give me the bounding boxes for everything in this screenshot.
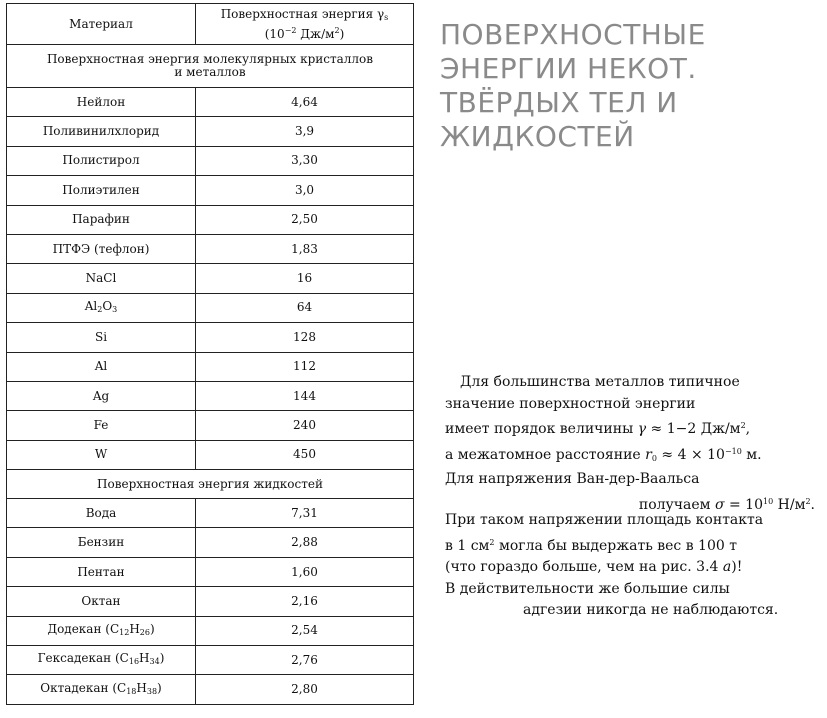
row-material: Нейлон (7, 88, 196, 117)
row-material: $Al_2O_3$ (7, 293, 196, 322)
paragraph-metals: Для большинства металлов типичное значение поверхностной энергии имеет порядок величины γ ≈ 1−2 $Дж/м^2$, а межатомное расстояние $r_0 \approx 4 \times 10^{-10}$ м. Для напряжения Ван-дер-Ваальса получаем $\sigma = 10^{10}$ $Н/м^2$. (445, 374, 815, 513)
row-material: W (7, 440, 196, 469)
row-value: 112 (196, 352, 414, 381)
row-material: Парафин (7, 205, 196, 234)
row-value: 2,80 (196, 675, 414, 704)
row-material: Ag (7, 381, 196, 410)
row-value: 64 (196, 293, 414, 322)
surface-energy-table (6, 3, 414, 705)
row-value: 144 (196, 381, 414, 410)
row-material: Si (7, 323, 196, 352)
row-value: 128 (196, 323, 414, 352)
table-row (7, 117, 414, 146)
row-material: NaCl (7, 264, 196, 293)
table-row (7, 234, 414, 263)
row-material: Поливинилхлорид (7, 117, 196, 146)
table-row (7, 352, 414, 381)
table-row (7, 440, 414, 469)
table-row (7, 528, 414, 557)
section-liquids-rows (7, 499, 414, 617)
header-material: Материал (7, 4, 196, 45)
row-material: Полиэтилен (7, 176, 196, 205)
row-value: 16 (196, 264, 414, 293)
row-value: 450 (196, 440, 414, 469)
row-value: 3,30 (196, 146, 414, 175)
header-energy: Поверхностная энергия $\gamma_s$ ($10^{-2}$ $Дж/м^2$) (196, 4, 414, 45)
table-row (7, 264, 414, 293)
row-value: 3,9 (196, 117, 414, 146)
row-material: Fe (7, 411, 196, 440)
row-material: Al (7, 352, 196, 381)
row-material: Додекан $(C_{12}H_{26})$ (7, 616, 196, 645)
table-row (7, 176, 414, 205)
row-material: Бензин (7, 528, 196, 557)
table-row (7, 381, 414, 410)
table-header-row (7, 4, 414, 45)
section-header-liquids: Поверхностная энергия жидкостей (7, 470, 414, 499)
section-header-solids: Поверхностная энергия молекулярных кристаллов и металлов (7, 45, 414, 88)
row-value: 2,88 (196, 528, 414, 557)
row-value: 2,50 (196, 205, 414, 234)
section-solids-rows-2 (7, 323, 414, 470)
table-row (7, 411, 414, 440)
row-material: Октан (7, 587, 196, 616)
row-material: Гексадекан $(C_{16}H_{34})$ (7, 646, 196, 675)
page-title: ПОВЕРХНОСТНЫЕ ЭНЕРГИИ НЕКОТ. ТВЁРДЫХ ТЕЛ И ЖИДКОСТЕЙ (440, 18, 706, 153)
row-material: Вода (7, 499, 196, 528)
row-material: Октадекан $(C_{18}H_{38})$ (7, 675, 196, 704)
table-row (7, 616, 414, 645)
table-row (7, 205, 414, 234)
table-row (7, 675, 414, 704)
row-material: ПТФЭ (тефлон) (7, 234, 196, 263)
table-row (7, 146, 414, 175)
row-material: Пентан (7, 557, 196, 586)
row-value: 4,64 (196, 88, 414, 117)
table-row (7, 557, 414, 586)
row-value: 2,16 (196, 587, 414, 616)
table-row (7, 499, 414, 528)
row-value: 240 (196, 411, 414, 440)
table-row (7, 88, 414, 117)
row-value: 2,54 (196, 616, 414, 645)
row-value: 3,0 (196, 176, 414, 205)
row-value: 7,31 (196, 499, 414, 528)
row-material: Полистирол (7, 146, 196, 175)
table-row (7, 323, 414, 352)
row-value: 2,76 (196, 646, 414, 675)
row-value: 1,83 (196, 234, 414, 263)
table-row (7, 293, 414, 322)
section-liquids-formula-rows (7, 616, 414, 704)
row-value: 1,60 (196, 557, 414, 586)
paragraph-contact: При таком напряжении площадь контакта в 1 $см^2$ могла бы выдержать вес в 100 т (что гораздо больше, чем на рис. 3.4 а)! В действительности же большие силы адгезии никогда не наблюдаются. (445, 512, 779, 618)
table-row (7, 646, 414, 675)
table-row (7, 587, 414, 616)
section-solids-rows (7, 88, 414, 294)
